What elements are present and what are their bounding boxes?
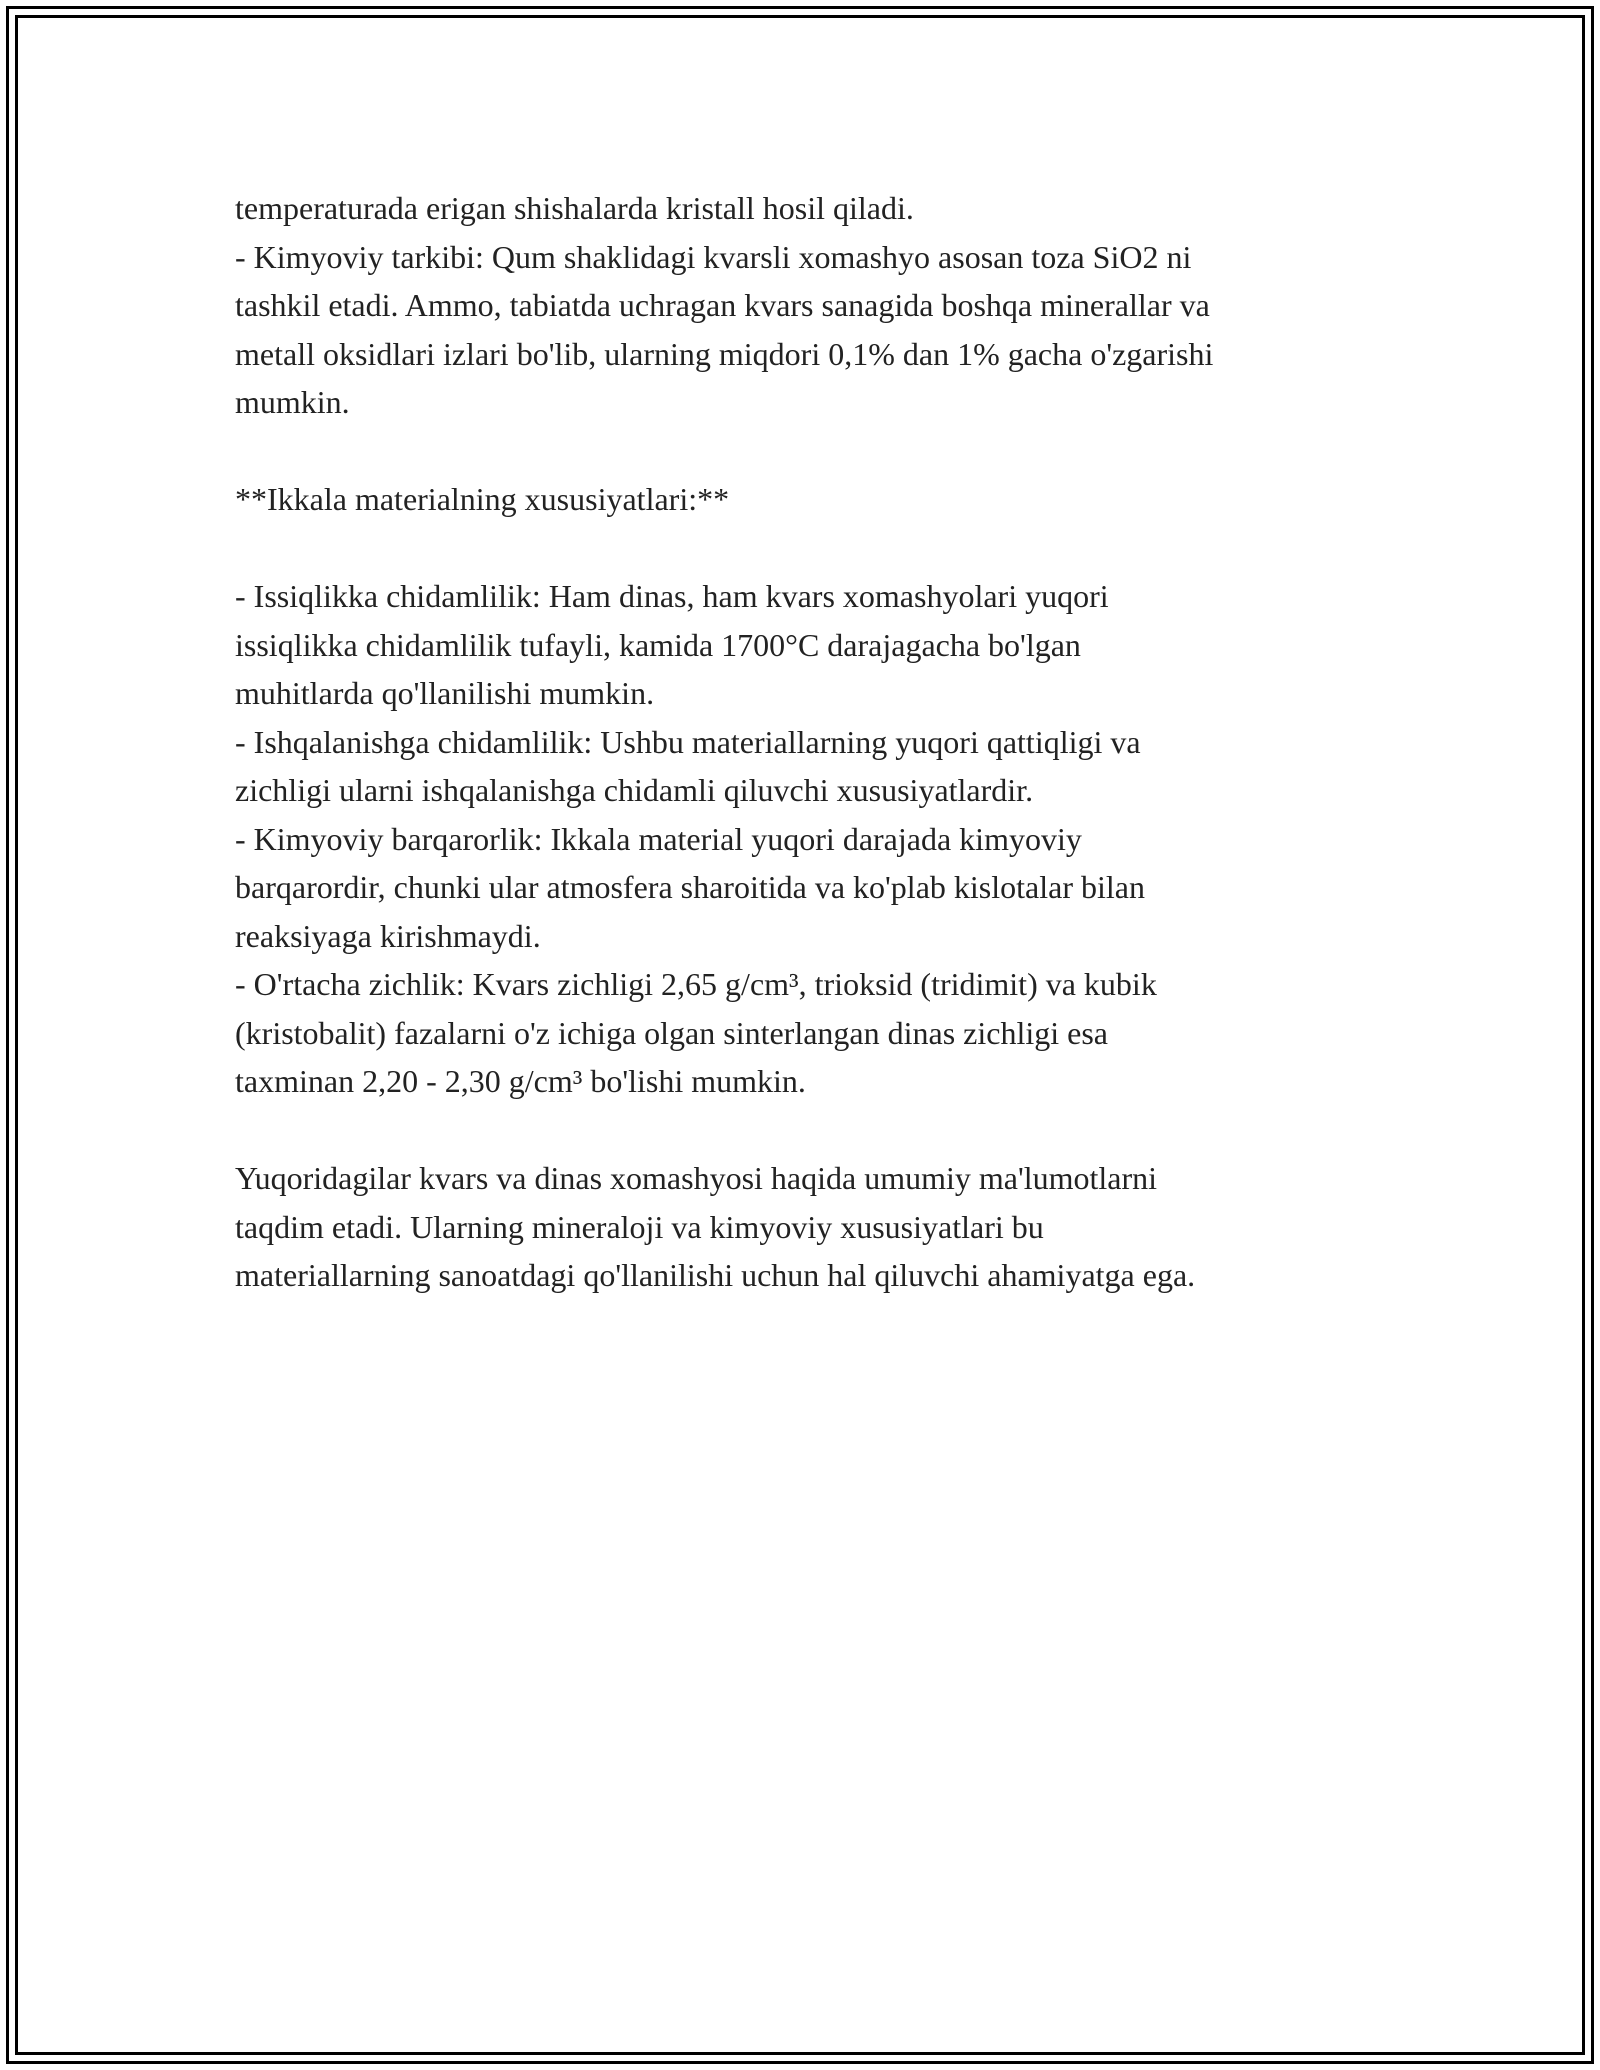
text-line: issiqlikka chidamlilik tufayli, kamida 1700°C darajagacha bo'lgan <box>235 626 1081 663</box>
paragraph-conclusion <box>235 1154 1375 1300</box>
paragraph-properties-list <box>235 572 1375 1106</box>
heading-text: **Ikkala materialning xususiyatlari:** <box>235 481 730 517</box>
paragraph-kvars-composition <box>235 184 1375 427</box>
text-line: materiallarning sanoatdagi qo'llanilishi uchun hal qiluvchi ahamiyatga ega. <box>235 1257 1196 1293</box>
text-line: reaksiyaga kirishmaydi. <box>235 917 541 954</box>
text-line: barqarordir, chunki ular atmosfera sharoitida va ko'plab kislotalar bilan <box>235 869 1145 905</box>
text-line: taxminan 2,20 - 2,30 g/cm³ bo'lishi mumkin. <box>235 1063 806 1099</box>
text-line: - Kimyoviy barqarorlik: Ikkala material yuqori darajada kimyoviy <box>235 820 1082 857</box>
text-line: (kristobalit) fazalarni o'z ichiga olgan sinterlangan dinas zichligi esa <box>235 1014 1108 1051</box>
section-heading <box>235 475 1375 524</box>
blank-line <box>235 524 1375 573</box>
text-line: zichligi ularni ishqalanishga chidamli qiluvchi xususiyatlardir. <box>235 772 1034 808</box>
text-line: tashkil etadi. Ammo, tabiatda uchragan kvars sanagida boshqa minerallar va <box>235 287 1210 323</box>
text-line: mumkin. <box>235 384 350 420</box>
text-line: - Issiqlikka chidamlilik: Ham dinas, ham kvars xomashyolari yuqori <box>235 578 1109 614</box>
blank-line <box>235 427 1375 476</box>
text-line: temperaturada erigan shishalarda kristall hosil qiladi. <box>235 190 914 226</box>
blank-line <box>235 1106 1375 1155</box>
text-line: - O'rtacha zichlik: Kvars zichligi 2,65 g/cm³, trioksid (tridimit) va kubik <box>235 966 1157 1002</box>
text-line: taqdim etadi. Ularning mineraloji va kimyoviy xususiyatlari bu <box>235 1208 1044 1245</box>
text-line: muhitlarda qo'llanilishi mumkin. <box>235 675 655 711</box>
text-line: - Ishqalanishga chidamlilik: Ushbu materiallarning yuqori qattiqligi va <box>235 723 1141 760</box>
text-line: - Kimyoviy tarkibi: Qum shaklidagi kvarsli xomashyo asosan toza SiO2 ni <box>235 238 1192 275</box>
document-body <box>235 184 1375 1300</box>
text-line: metall oksidlari izlari bo'lib, ularning miqdori 0,1% dan 1% gacha o'zgarishi <box>235 335 1214 372</box>
text-line: Yuqoridagilar kvars va dinas xomashyosi haqida umumiy ma'lumotlarni <box>235 1160 1158 1196</box>
